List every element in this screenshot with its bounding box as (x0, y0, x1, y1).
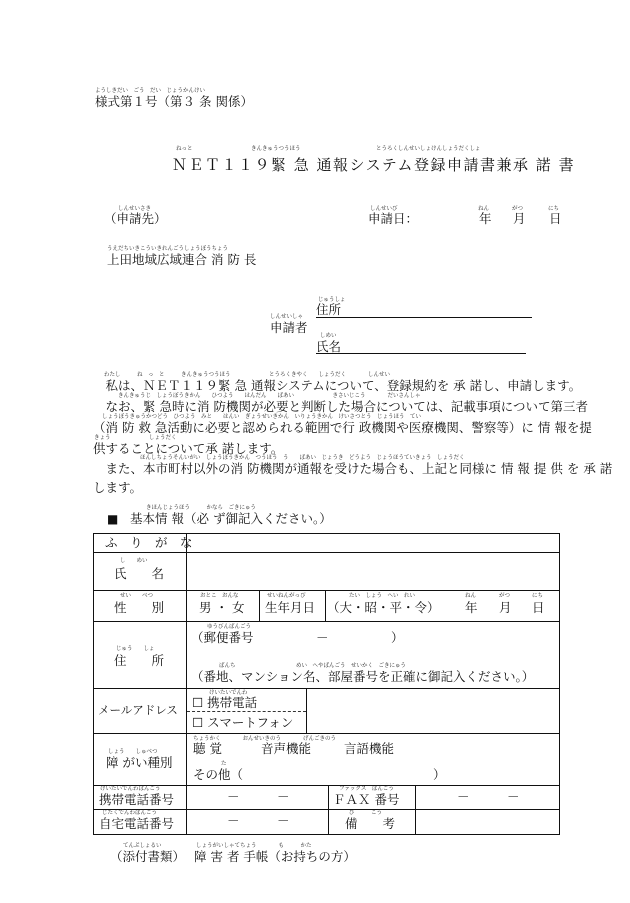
birth-year-ruby: ねん (465, 593, 477, 599)
para-5-ruby: ほんしちょうそんいがい しょうぼうきかん つうほう う ばあい じょうき どうよう じょうほうていきょう しょうだく (140, 455, 465, 461)
title-ruby-net: ねっと (176, 146, 193, 152)
home-number-label-cell (94, 810, 187, 835)
mobile-fax-cell (187, 786, 560, 810)
gender-options[interactable]: 男 ・ 女 (199, 600, 245, 615)
remarks-label: 備 考 (345, 816, 396, 831)
home-number-input[interactable]: － － (227, 813, 290, 828)
form-id: 様式第１号（第３ 条 関係） (95, 94, 253, 109)
gender-options-ruby: おとこ おんな (200, 593, 239, 599)
section-marker: ■ (107, 512, 119, 526)
gender-label: 性 別 (114, 600, 165, 615)
date-label: 申請日： (368, 211, 419, 226)
home-number-ruby: じたくでんわばんごう (102, 810, 158, 816)
hearing-option[interactable]: 聴 覚 (193, 741, 222, 756)
attachment-ruby: てんぷしょるい (123, 843, 162, 849)
applicant-address-ruby: じゅうしょ (318, 297, 346, 303)
remarks-input[interactable] (417, 811, 557, 833)
name-input[interactable] (187, 553, 560, 591)
date-month-ruby: がつ (512, 206, 524, 212)
applicant-ruby: しんせいしゃ (270, 314, 304, 320)
mobile-number-ruby: けいたいでんわばんごう (100, 786, 161, 792)
form-id-ruby: ようしきだい ごう だい じょうかんけい (95, 88, 206, 94)
section-ruby: きほんじょうほう かなら ごきにゅう (146, 505, 256, 511)
language-option[interactable]: 言語機能 (344, 741, 395, 756)
attachment-label: （添付書類） (110, 849, 186, 864)
name-ruby: し めい (120, 558, 148, 564)
date-day-ruby: にち (548, 206, 560, 212)
date-day: 日 (549, 211, 562, 226)
para-3: （消 防 救 急活動に必要と認められる範囲で行 政機関や医療機関、警察等）に 情 報を提 (93, 420, 592, 435)
mobile-number-label: 携帯電話番号 (99, 792, 175, 807)
furigana-input[interactable] (187, 534, 560, 553)
email-cell (187, 689, 560, 734)
smartphone-option[interactable]: ☐ スマートフォン (192, 715, 294, 730)
gender-label-cell (94, 591, 187, 622)
recipient-label: （申請先） (104, 211, 167, 226)
home-remarks-cell (187, 810, 560, 835)
recipient-name-ruby: うえだちいきこういきれんごうしょうぼうちょう (107, 246, 229, 252)
date-year: 年 (479, 211, 492, 226)
address-input[interactable] (187, 622, 560, 689)
applicant-name-ruby: しめい (320, 333, 337, 339)
para-1-ruby: わたし ね っ と きんきゅうつうほう とうろくきやく しょうだく しんせい (104, 372, 391, 378)
para-6: します。 (93, 480, 143, 495)
basic-info-table (93, 533, 560, 835)
applicant-name-line (316, 353, 526, 354)
name-label-cell (94, 553, 187, 591)
date-ruby: しんせいび (370, 206, 398, 212)
furigana-label-cell (94, 534, 193, 553)
remarks-ruby: び こう (349, 810, 383, 816)
para-5: また、本市町村以外の消 防機関が通報を受けた場合も、上記と同様に 情 報 提 供 を 承 諾 (93, 461, 613, 476)
mobile-number-label-cell (94, 786, 187, 810)
birth-day-ruby: にち (532, 593, 544, 599)
title-ruby-touroku: とうろくしんせいしょけんしょうだくしょ (376, 146, 481, 152)
fax-ruby: ファックス ばんごう (339, 786, 394, 792)
date-month: 月 (513, 211, 526, 226)
email-input[interactable] (308, 690, 558, 732)
applicant-address-line (316, 317, 532, 318)
date-year-ruby: ねん (478, 206, 490, 212)
birth-label: 生年月日 (265, 600, 316, 615)
para-2: なお、緊 急時に消 防機関が必要と判断した場合については、記載事項について第三者 (93, 399, 588, 414)
era-options[interactable]: （大・昭・平・令） (327, 600, 440, 615)
gender-birth-cell (187, 591, 560, 622)
fax-number-input[interactable]: － － (457, 789, 520, 804)
disability-ruby: しょう しゅべつ (108, 749, 158, 755)
para-2-ruby: きんきゅうじ しょうぼうきかん ひつよう はんだん ばあい きさいじこう だいさんしゃ (118, 393, 421, 399)
birth-year: 年 (465, 600, 478, 615)
furigana-label: ふ り が な (105, 535, 193, 550)
postal-ruby: ゆうびんばんごう (207, 624, 252, 630)
applicant-address-label: 住所 (316, 302, 342, 317)
title-ruby-kinkyu: きんきゅうつうほう (251, 146, 301, 152)
attachment-doc-ruby: しょうがいしゃてちょう も かた (196, 843, 312, 849)
disability-cell (187, 734, 560, 786)
para-3-ruby: しょうぼうきゅうかつどう ひつよう みと はんい ぎょうせいきかん いりょうきかん けいさつとう じょうほう てい (102, 414, 422, 420)
para-4-ruby: きょう しょうだく (94, 435, 177, 441)
mobile-ruby: けいたいでんわ (209, 690, 248, 696)
voice-option[interactable]: 音声機能 (261, 741, 312, 756)
fax-label: ＦＡＸ 番号 (333, 792, 400, 807)
applicant-name-label: 氏名 (316, 339, 342, 354)
email-label: メールアドレス (98, 703, 178, 717)
para-4: 供することについて承 諾します。 (93, 441, 284, 456)
address-ruby: じゅう しょ (116, 646, 155, 652)
recipient-ruby: しんせいさき (118, 206, 152, 212)
address-note: （番地、マンション名、部屋番号を正確に御記入ください。） (191, 669, 535, 684)
disability-label-cell (94, 734, 187, 786)
email-label-cell (94, 689, 187, 734)
address-note-ruby: ばんち めい へやばんごう せいかく ごきにゅう (219, 663, 406, 669)
mobile-option[interactable]: ☐ 携帯電話 (192, 695, 258, 710)
applicant-label: 申請者 (270, 320, 308, 335)
para-1: 私は、ＮＥＴ１１９緊 急 通報システムについて、登録規約を 承 諾し、申請します。 (93, 378, 582, 393)
other-option[interactable]: その他（ (193, 767, 244, 782)
birth-day: 日 (532, 600, 545, 615)
birth-label-ruby: せいねんがっぴ (267, 593, 306, 599)
address-label-cell (94, 622, 187, 689)
other-close: ） (433, 767, 446, 782)
home-number-label: 自宅電話番号 (99, 816, 175, 831)
attachment-doc: 障 害 者 手帳（お持ちの方） (194, 849, 356, 864)
birth-month-ruby: がつ (499, 593, 511, 599)
disability-label: 障 がい種別 (106, 755, 173, 770)
name-label: 氏 名 (114, 566, 165, 581)
era-ruby: たい しょう へい れい (349, 593, 416, 599)
mobile-number-input[interactable]: － － (227, 789, 290, 804)
section-heading: 基本情 報（必 ず御記入ください。） (130, 511, 332, 526)
other-ruby: た (221, 761, 227, 767)
birth-month: 月 (499, 600, 512, 615)
gender-ruby: せい べつ (120, 593, 154, 599)
recipient-name: 上田地域広域連合 消 防 長 (107, 252, 257, 267)
address-label: 住 所 (114, 653, 165, 668)
disability-options-ruby: ちょうかく おんせいきのう げんごきのう (193, 736, 337, 742)
postal-code: （郵便番号 － ） (191, 630, 404, 645)
document-title: ＮＥＴ１１９緊 急 通報システム登録申請書兼承 諾 書 (172, 156, 576, 174)
